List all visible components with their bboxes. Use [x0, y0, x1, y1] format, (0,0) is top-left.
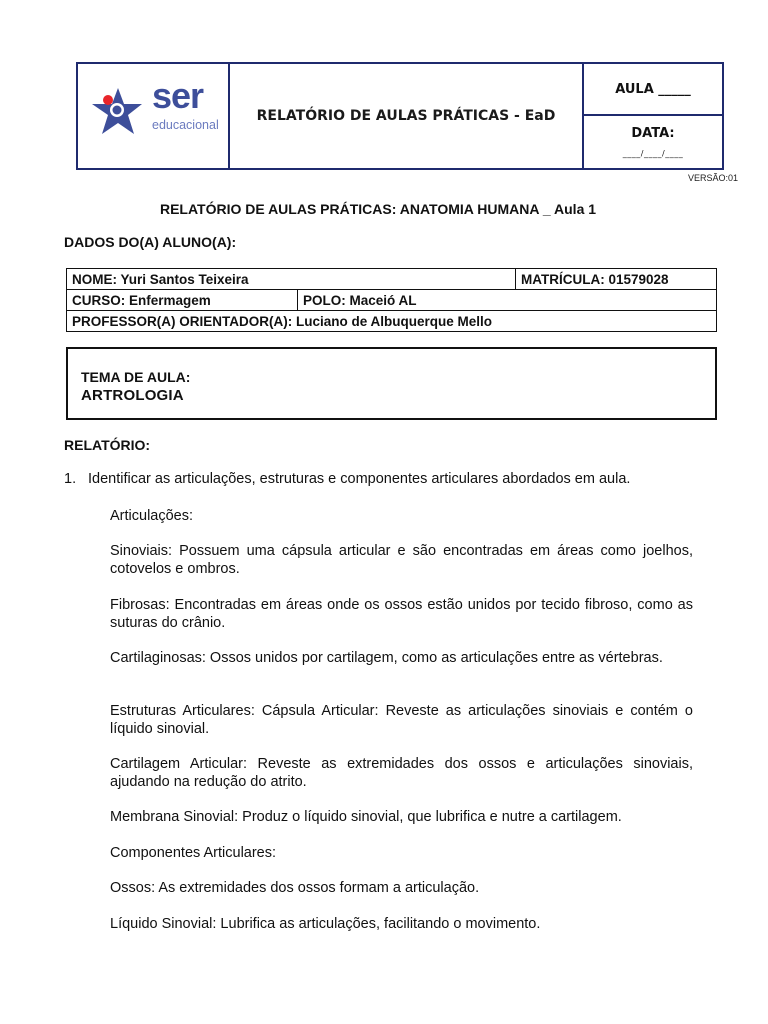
version-label: VERSÃO:01: [687, 173, 738, 183]
logo-cell: [78, 64, 230, 168]
logo-wordmark: ser: [152, 75, 204, 116]
student-advisor: PROFESSOR(A) ORIENTADOR(A): Luciano de Albuquerque Mello: [67, 311, 717, 332]
student-section-label: DADOS DO(A) ALUNO(A):: [64, 234, 237, 250]
document-title: RELATÓRIO DE AULAS PRÁTICAS: ANATOMIA HUMANA _ Aula 1: [159, 201, 597, 217]
topic-label: TEMA DE AULA:: [81, 369, 191, 385]
student-table: [66, 268, 717, 332]
aula-field: AULA _____: [584, 64, 722, 116]
topic-box: [66, 347, 717, 420]
question-number: 1.: [64, 471, 77, 487]
date-field: [584, 116, 722, 168]
paragraph: Ossos: As extremidades dos ossos formam a articulação.: [110, 880, 480, 896]
student-course: CURSO: Enfermagem: [67, 290, 298, 311]
student-name: NOME: Yuri Santos Teixeira: [67, 269, 516, 290]
paragraph: Membrana Sinovial: Produz o líquido sinovial, que lubrifica e nutre a cartilagem.: [110, 809, 622, 825]
paragraph: Componentes Articulares:: [110, 845, 277, 861]
date-blank: ____/____/____: [622, 149, 684, 158]
student-registration: MATRÍCULA: 01579028: [516, 269, 717, 290]
question-item: [64, 471, 724, 487]
ser-educacional-logo-icon: [86, 82, 150, 142]
report-label: RELATÓRIO:: [64, 437, 151, 453]
paragraph: Articulações:: [110, 508, 194, 524]
paragraph: Cartilaginosas: Ossos unidos por cartilagem, como as articulações entre as vértebras.: [110, 650, 663, 666]
header-title: RELATÓRIO DE AULAS PRÁTICAS - EaD: [230, 64, 584, 168]
logo-subtitle: educacional: [152, 118, 219, 132]
question-text: Identificar as articulações, estruturas e componentes articulares abordados em aula.: [88, 471, 631, 487]
paragraph: Estruturas Articulares: Cápsula Articular: Reveste as articulações sinoviais e contém o líquido sinovial.: [110, 703, 693, 737]
date-label: DATA:: [631, 126, 675, 141]
paragraph: Fibrosas: Encontradas em áreas onde os ossos estão unidos por tecido fibroso, como as suturas do crânio.: [110, 597, 693, 631]
header-right: [584, 64, 722, 168]
paragraph: Sinoviais: Possuem uma cápsula articular e são encontradas em áreas como joelhos, cotovelos e ombros.: [110, 543, 693, 577]
paragraph: Líquido Sinovial: Lubrifica as articulações, facilitando o movimento.: [110, 916, 541, 932]
student-polo: POLO: Maceió AL: [298, 290, 717, 311]
document-header: [76, 62, 724, 170]
topic-value: ARTROLOGIA: [81, 387, 184, 404]
paragraph: Cartilagem Articular: Reveste as extremidades dos ossos e articulações sinoviais, ajudando na redução do atrito.: [110, 756, 693, 790]
